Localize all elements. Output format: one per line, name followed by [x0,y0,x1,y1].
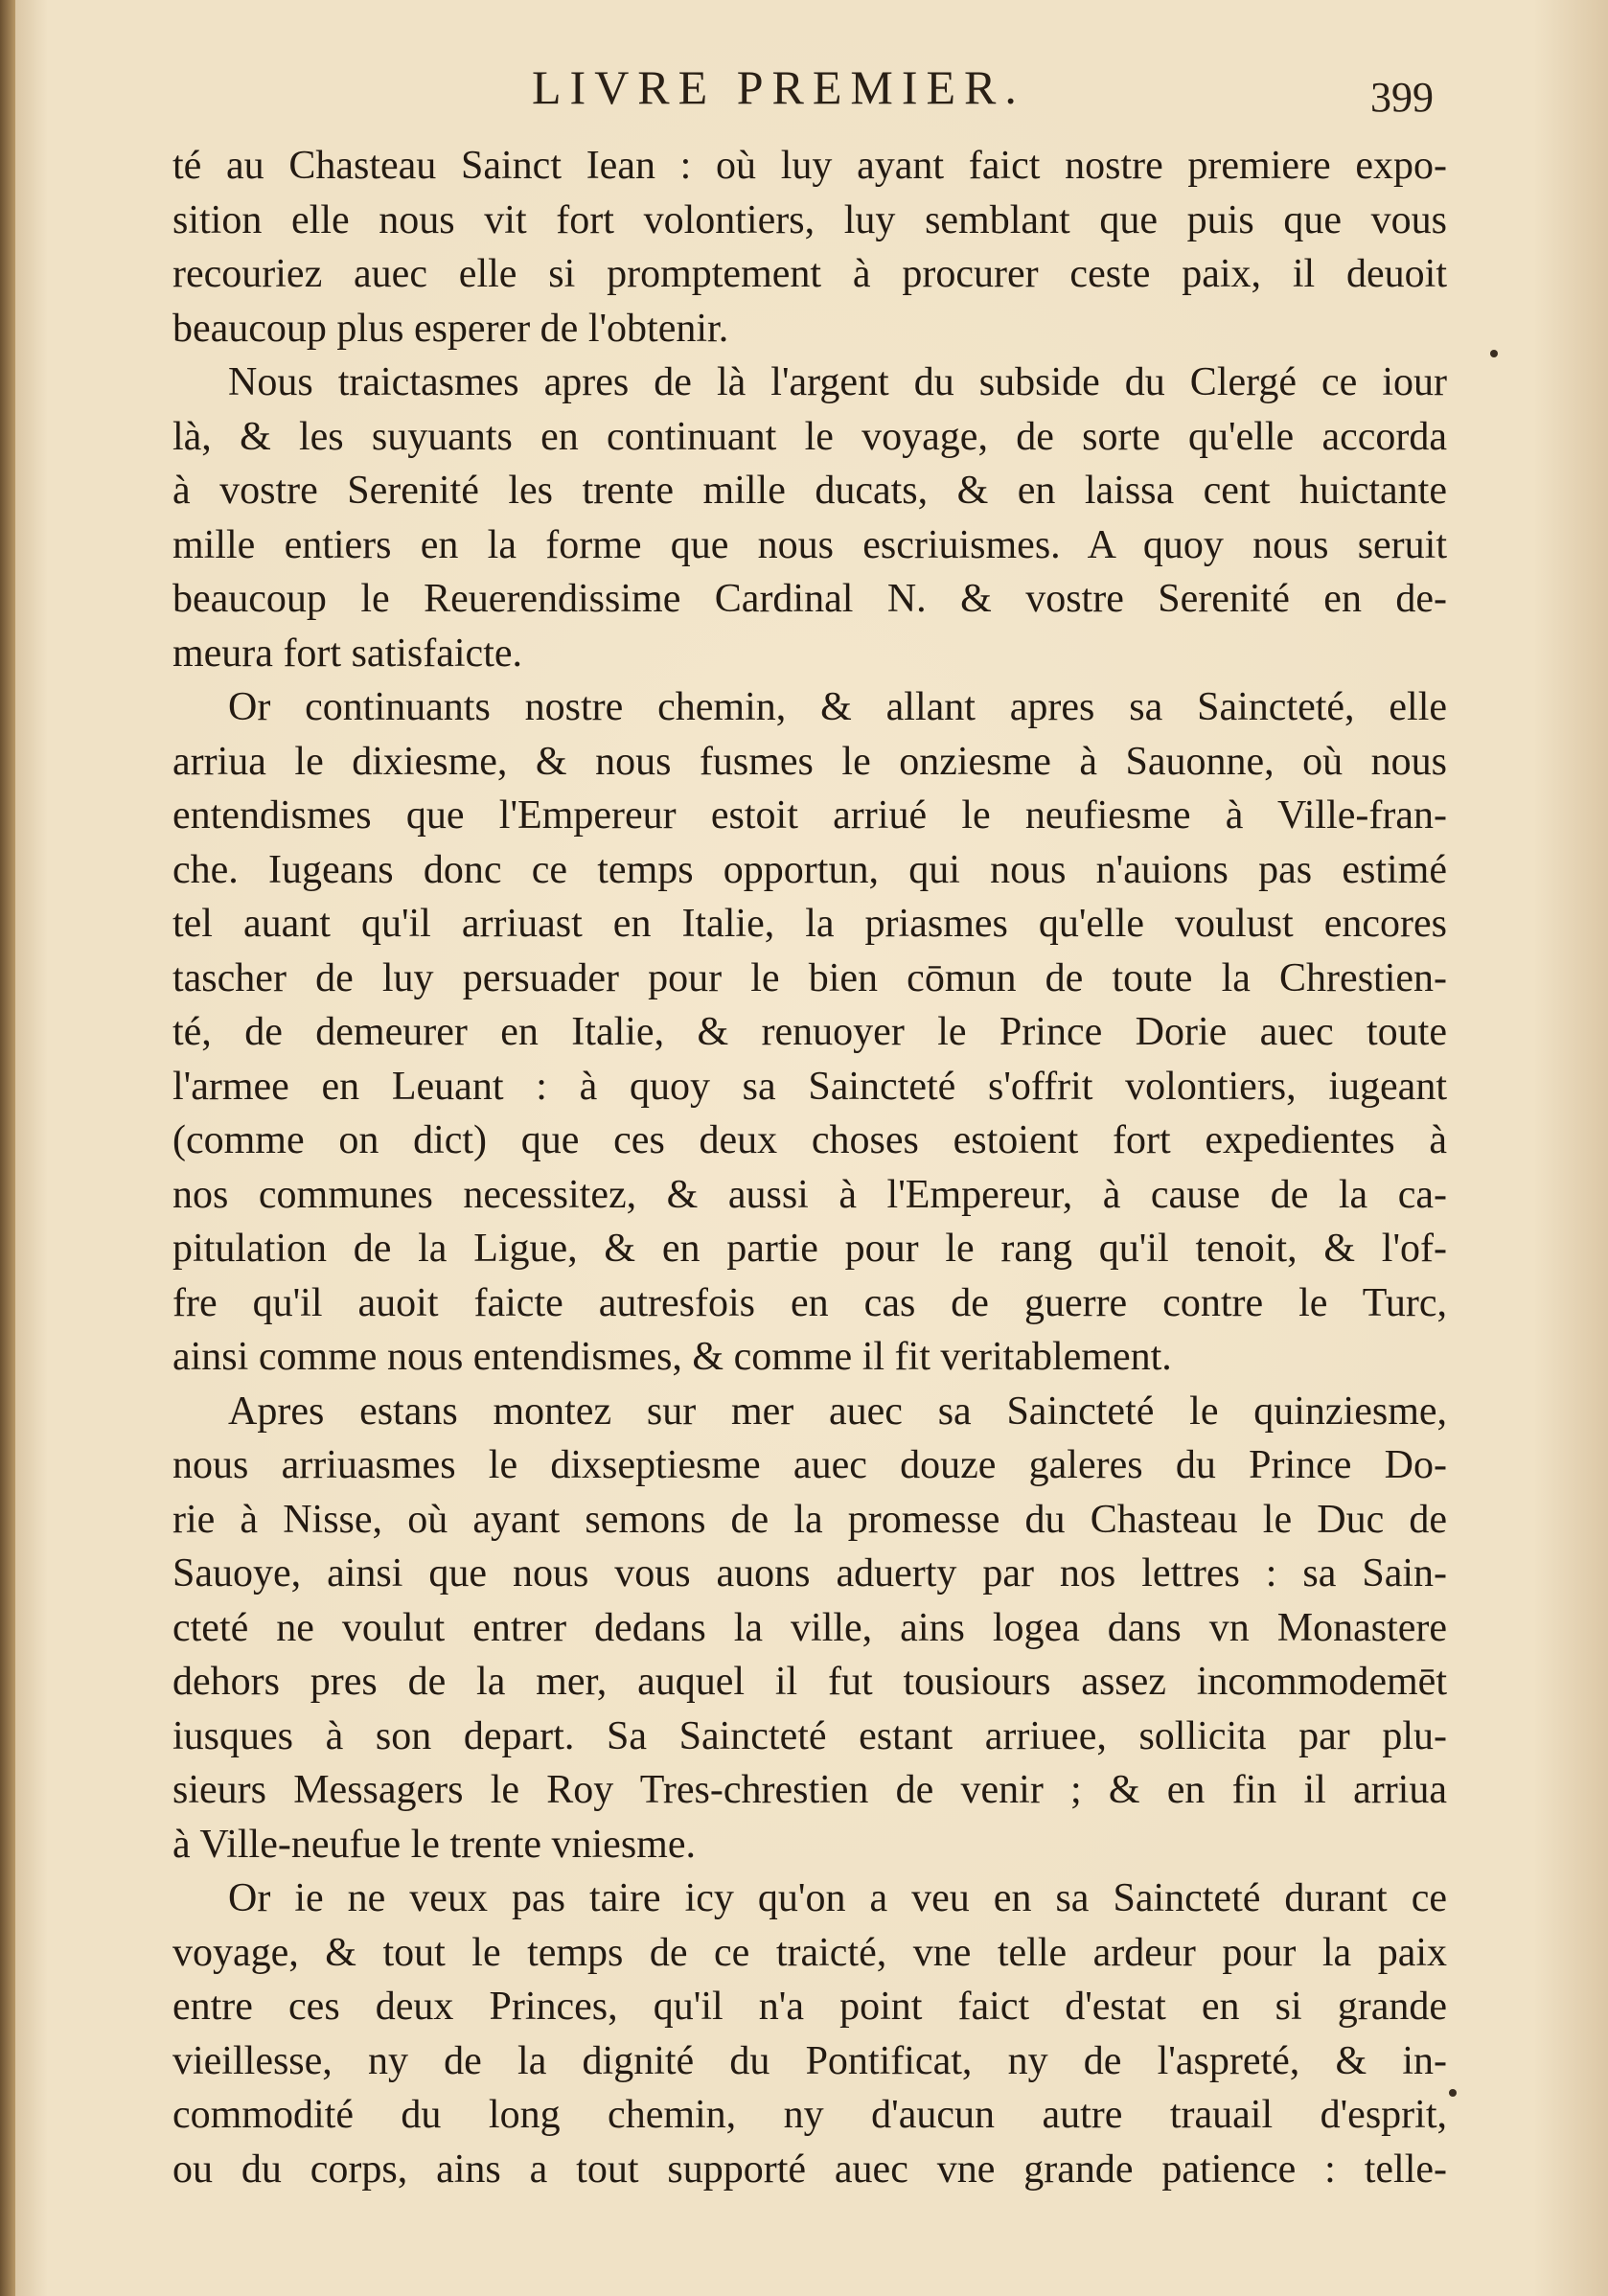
text-line: pitulation de la Ligue, & en partie pour le rang qu'il tenoit, & l'of- [172,1227,1447,1271]
text-line: voyage, & tout le temps de ce traicté, vne telle ardeur pour la paix [172,1930,1447,1975]
text-line: rie à Nisse, où ayant semons de la promesse du Chasteau le Duc de [172,1497,1447,1542]
text-line: commodité du long chemin, ny d'aucun autre trauail d'esprit, [172,2093,1447,2137]
text-line: tel auant qu'il arriuast en Italie, la priasmes qu'elle voulust encores [172,902,1447,946]
page-header [0,59,1608,126]
text-line: vieillesse, ny de la dignité du Pontificat, ny de l'aspreté, & in- [172,2038,1447,2083]
text-line: té, de demeurer en Italie, & renuoyer le Prince Dorie auec toute [172,1010,1447,1054]
running-title: LIVRE PREMIER. [532,60,1025,114]
ink-speck [1449,2089,1457,2097]
text-line: mille entiers en la forme que nous escriuismes. A quoy nous seruit [172,522,1447,567]
text-line: meura fort satisfaicte. [172,631,522,676]
text-line: arriua le dixiesme, & nous fusmes le onziesme à Sauonne, où nous [172,739,1447,784]
text-line: entre ces deux Princes, qu'il n'a point faict d'estat en si grande [172,1985,1447,2029]
body-text [172,139,1447,2196]
text-line: à vostre Serenité les trente mille ducats, & en laissa cent huictante [172,469,1447,513]
text-line: ainsi comme nous entendismes, & comme il fit veritablement. [172,1335,1172,1379]
page-gutter-edge [0,0,15,2296]
text-line: là, & les suyuants en continuant le voyage, de sorte qu'elle accorda [172,414,1447,459]
page-number: 399 [1370,74,1434,121]
text-line: Apres estans montez sur mer auec sa Saincteté le quinziesme, [228,1389,1447,1434]
text-line: beaucoup plus esperer de l'obtenir. [172,306,729,351]
text-line: té au Chasteau Sainct Iean : où luy ayant faict nostre premiere expo- [172,144,1447,188]
text-line: iusques à son depart. Sa Saincteté estant arriuee, sollicita par plu- [172,1713,1447,1758]
text-line: entendismes que l'Empereur estoit arriué le neufiesme à Ville-fran- [172,793,1447,838]
text-line: Or ie ne veux pas taire icy qu'on a veu en sa Saincteté durant ce [228,1876,1447,1920]
text-line: che. Iugeans donc ce temps opportun, qui nous n'auions pas estimé [172,847,1447,892]
text-line: l'armee en Leuant : à quoy sa Saincteté s'offrit volontiers, iugeant [172,1064,1447,1109]
text-line: à Ville-neufue le trente vniesme. [172,1822,696,1867]
text-line: sieurs Messagers le Roy Tres-chrestien de venir ; & en fin il arriua [172,1768,1447,1812]
text-line: ou du corps, ains a tout supporté auec vne grande patience : telle- [172,2147,1447,2192]
text-line: nos communes necessitez, & aussi à l'Empereur, à cause de la ca- [172,1172,1447,1217]
text-line: sition elle nous vit fort volontiers, luy semblant que puis que vous [172,197,1447,242]
text-line: fre qu'il auoit faicte autresfois en cas de guerre contre le Turc, [172,1280,1447,1325]
text-line: tascher de luy persuader pour le bien cōmun de toute la Chrestien- [172,955,1447,1000]
text-line: (comme on dict) que ces deux choses estoient fort expedientes à [172,1118,1447,1162]
text-line: dehors pres de la mer, auquel il fut tousiours assez incommodemēt [172,1660,1447,1704]
text-line: Sauoye, ainsi que nous vous auons aduerty par nos lettres : sa Sain- [172,1551,1447,1596]
ink-speck [1490,350,1498,357]
text-line: cteté ne voulut entrer dedans la ville, ains logea dans vn Monastere [172,1605,1447,1650]
text-line: Or continuants nostre chemin, & allant apres sa Saincteté, elle [228,685,1447,729]
text-line: recouriez auec elle si promptement à procurer ceste paix, il deuoit [172,252,1447,296]
text-line: Nous traictasmes apres de là l'argent du subside du Clergé ce iour [228,360,1447,404]
text-line: beaucoup le Reuerendissime Cardinal N. & vostre Serenité en de- [172,577,1447,621]
text-line: nous arriuasmes le dixseptiesme auec douze galeres du Prince Do- [172,1443,1447,1487]
